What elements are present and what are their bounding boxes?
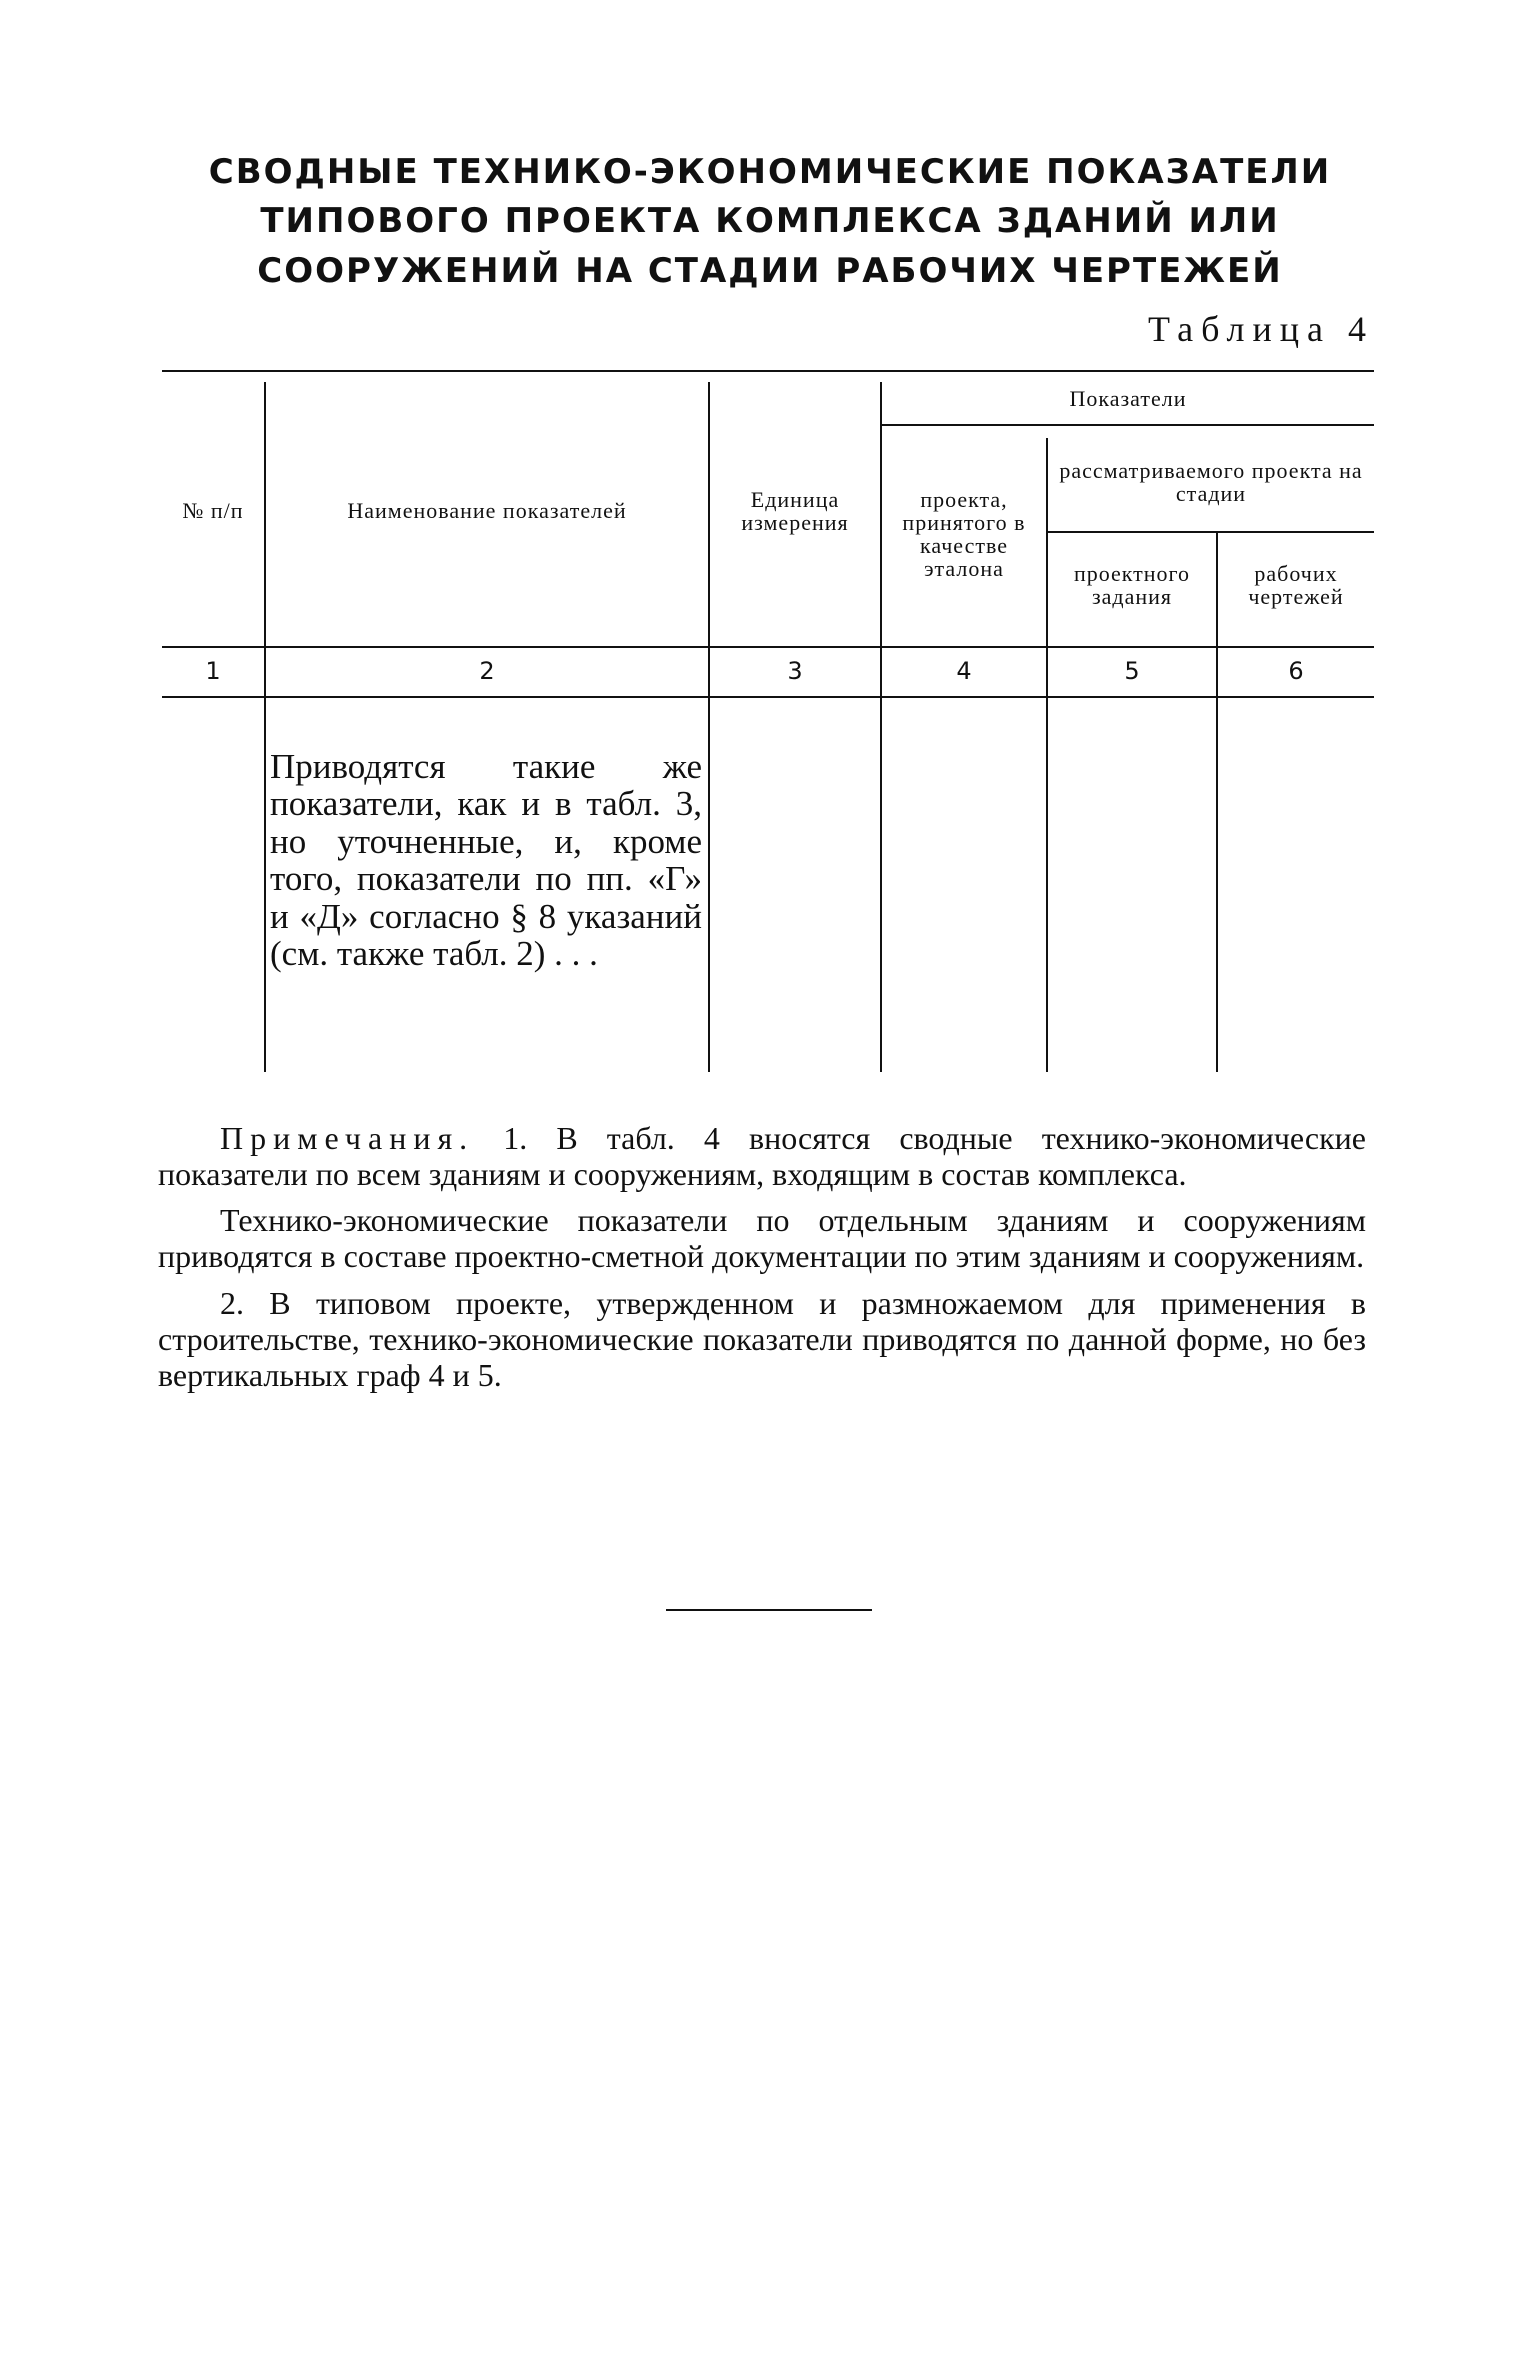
indicators-divider bbox=[882, 424, 1374, 426]
column-number-2: 2 bbox=[479, 657, 495, 686]
column-number-5: 5 bbox=[1124, 657, 1140, 686]
table-top-rule bbox=[162, 370, 1374, 372]
header-indicators: Показатели bbox=[1069, 386, 1187, 412]
document-title bbox=[160, 148, 1380, 296]
note-1-paragraph bbox=[158, 1120, 1366, 1192]
column-number-4: 4 bbox=[956, 657, 972, 686]
column-number-1: 1 bbox=[205, 657, 221, 686]
header-working-drawings: рабочих чертежей bbox=[1248, 560, 1344, 609]
column-number-3: 3 bbox=[787, 657, 803, 686]
table-body-text: Приводятся такие же показатели, как и в табл. 3, но уточненные, и, кроме того, показатели по пп. «Г» и «Д» согласно § 8 указаний (см. также табл. 2) . . . bbox=[270, 747, 702, 974]
number-row-bottom-rule bbox=[162, 696, 1374, 698]
header-number: № п/п bbox=[182, 498, 244, 524]
note-2: 2. В типовом проекте, утвержденном и размножаемом для применения в строительстве, технико-экономические показатели приводятся по данной форме, но без вертикальных граф 4 и 5. bbox=[158, 1284, 1366, 1393]
notes-label: Примечания. bbox=[220, 1120, 475, 1156]
title-line-2: ТИПОВОГО ПРОЕКТА КОМПЛЕКСА ЗДАНИЙ ИЛИ bbox=[260, 201, 1280, 242]
note-1: 1. В табл. 4 вносятся сводные технико-экономические показатели по всем зданиям и сооружениям, входящим в состав комплекса. bbox=[158, 1120, 1367, 1193]
header-unit: Единица измерения bbox=[741, 486, 849, 535]
stage-divider bbox=[1046, 531, 1374, 533]
table-number: Таблица 4 bbox=[1148, 309, 1374, 349]
notes-section bbox=[158, 1120, 1366, 1403]
header-name: Наименование показателей bbox=[347, 498, 627, 524]
table-column-divider-4 bbox=[1046, 438, 1048, 1072]
title-line-1: СВОДНЫЕ ТЕХНИКО-ЭКОНОМИЧЕСКИЕ ПОКАЗАТЕЛИ bbox=[208, 152, 1332, 192]
title-line-3: СООРУЖЕНИЙ НА СТАДИИ РАБОЧИХ ЧЕРТЕЖЕЙ bbox=[257, 250, 1283, 291]
header-considered-project: рассматриваемого проекта на стадии bbox=[1059, 457, 1363, 506]
end-rule bbox=[666, 1609, 872, 1611]
note-1-continuation: Технико-экономические показатели по отдельным зданиям и сооружениям приводятся в составе проектно-сметной документации по этим зданиям и сооружениям. bbox=[158, 1202, 1366, 1275]
column-number-6: 6 bbox=[1288, 657, 1304, 686]
header-reference-project: проекта, принятого в качестве эталона bbox=[902, 486, 1026, 582]
header-design-assignment: проектного задания bbox=[1073, 560, 1191, 609]
